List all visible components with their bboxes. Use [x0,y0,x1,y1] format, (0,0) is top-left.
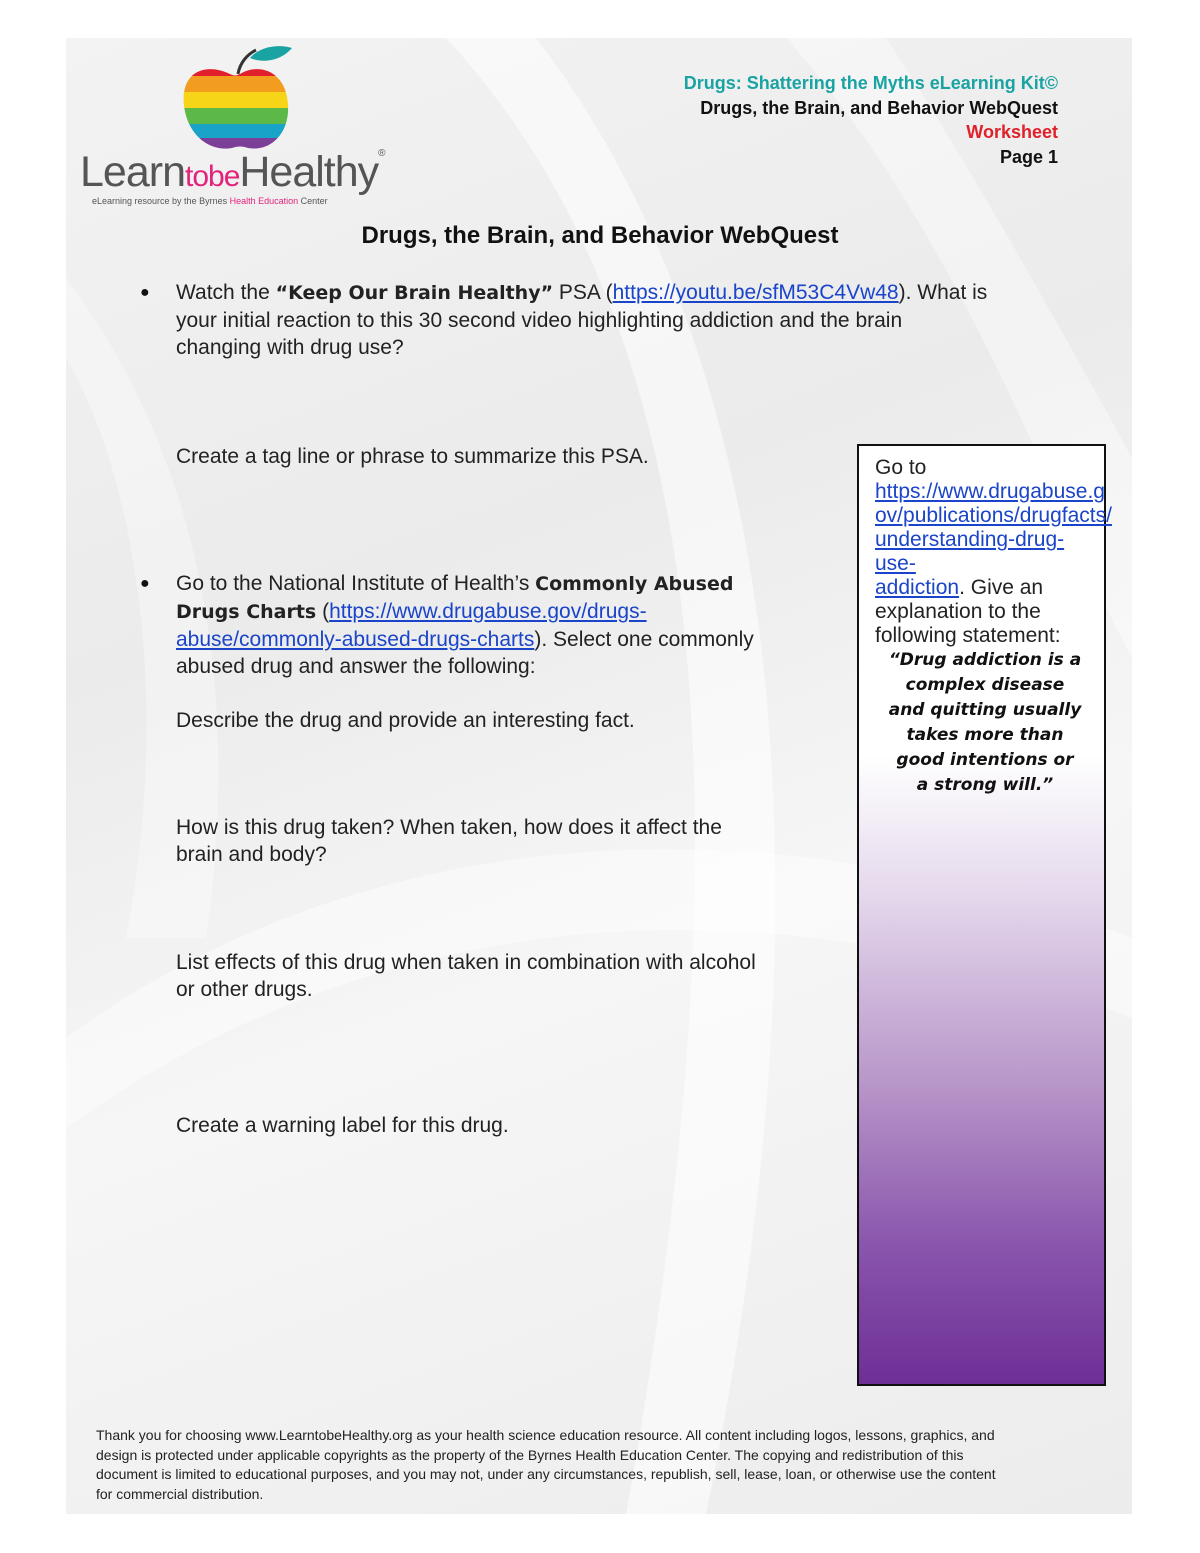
q1-psa-title: “Keep Our Brain Healthy” [275,282,554,304]
q2b-line2: brain and body? [176,843,327,866]
q2-line4: abused drug and answer the following: [176,655,536,678]
copyright-footer [96,1426,1096,1504]
footer-line: for commercial distribution. [96,1485,264,1502]
logo-healthy: Healthy [239,148,379,196]
sidebar-instructions [875,456,1112,648]
sidebar-callout-box [857,444,1112,1386]
question-2b [176,814,722,868]
logo-registered: ® [378,148,385,159]
q2-text: Go to the National Institute of Health’s [176,572,536,595]
q2c-line2: or other drugs. [176,978,313,1001]
quote-line: complex disease [905,675,1065,695]
quote-line: takes more than [906,725,1064,745]
addiction-quote [865,648,1105,798]
header-worksheet: Worksheet [966,122,1058,142]
tagline-part: eLearning resource by the Byrnes [92,196,230,206]
q2b-line1: How is this drug taken? When taken, how does it affect the [176,816,722,839]
addiction-article-link[interactable]: addiction [875,576,960,599]
tagline-highlight: Health Education [229,196,299,206]
q2-chart-title: Commonly Abused [535,573,734,595]
q1-line2: your initial reaction to this 30 second video highlighting addiction and the brain [176,309,903,332]
footer-line: Thank you for choosing www.LearntobeHealthy.org as your health science education resource. All content including logos, lessons, graphics, and [96,1427,995,1443]
q2-text: ). Select one commonly [534,628,754,651]
sidebar-text: . Give an [959,576,1044,599]
question-2a: Describe the drug and provide an interesting fact. [176,709,635,732]
bullet-icon: ● [140,284,150,301]
question-2 [176,570,836,680]
q1-text: Watch the [176,281,276,304]
question-2c [176,949,756,1003]
quote-line: good intentions or [896,750,1074,770]
logo-learn: Learn [80,148,185,196]
q2c-line1: List effects of this drug when taken in combination with alcohol [176,951,756,974]
header-kit-title: Drugs: Shattering the Myths eLearning Kit© [683,73,1058,93]
q1-line3: changing with drug use? [176,336,404,359]
quote-line: “Drug addiction is a [888,650,1082,670]
bullet-icon: ● [140,575,150,592]
logo-tobe: tobe [184,160,240,193]
header-page-number: Page 1 [999,147,1058,167]
sidebar-goto: Go to [875,456,927,479]
sidebar-text: following statement: [875,624,1061,647]
psa-video-link[interactable]: https://youtu.be/sfM53C4Vw48 [612,281,899,304]
sidebar-text: explanation to the [875,600,1041,623]
logo-wordmark [80,148,385,197]
q2-text: ( [316,600,330,623]
addiction-article-link[interactable]: https://www.drugabuse.g [875,480,1105,503]
drug-charts-link[interactable]: https://www.drugabuse.gov/drugs- [329,600,647,623]
question-1-tagline: Create a tag line or phrase to summarize this PSA. [176,445,649,468]
q2-chart-title: Drugs Charts [176,601,317,623]
page-title: Drugs, the Brain, and Behavior WebQuest [361,222,839,249]
question-1 [176,279,988,361]
q1-text: ). What is [898,281,988,304]
q1-text: PSA ( [553,281,613,304]
quote-line: a strong will.” [916,775,1054,795]
footer-line: document is limited to educational purposes, and you may not, under any circumstances, republish, sell, lease, loan, or otherwise use the content [96,1466,996,1482]
header-webquest-title: Drugs, the Brain, and Behavior WebQuest [700,98,1058,118]
quote-line: and quitting usually [888,700,1082,720]
addiction-article-link[interactable]: ov/publications/drugfacts/ [875,504,1112,527]
logo-tagline [92,196,328,206]
addiction-article-link[interactable]: understanding-drug-use- [875,528,1065,575]
drug-charts-link[interactable]: abuse/commonly-abused-drugs-charts [176,628,535,651]
question-2d: Create a warning label for this drug. [176,1114,509,1137]
tagline-part: Center [298,196,328,206]
footer-line: design is protected under applicable copyrights as the property of the Byrnes Health Education Center. The copying and redistribution of this [96,1446,964,1463]
